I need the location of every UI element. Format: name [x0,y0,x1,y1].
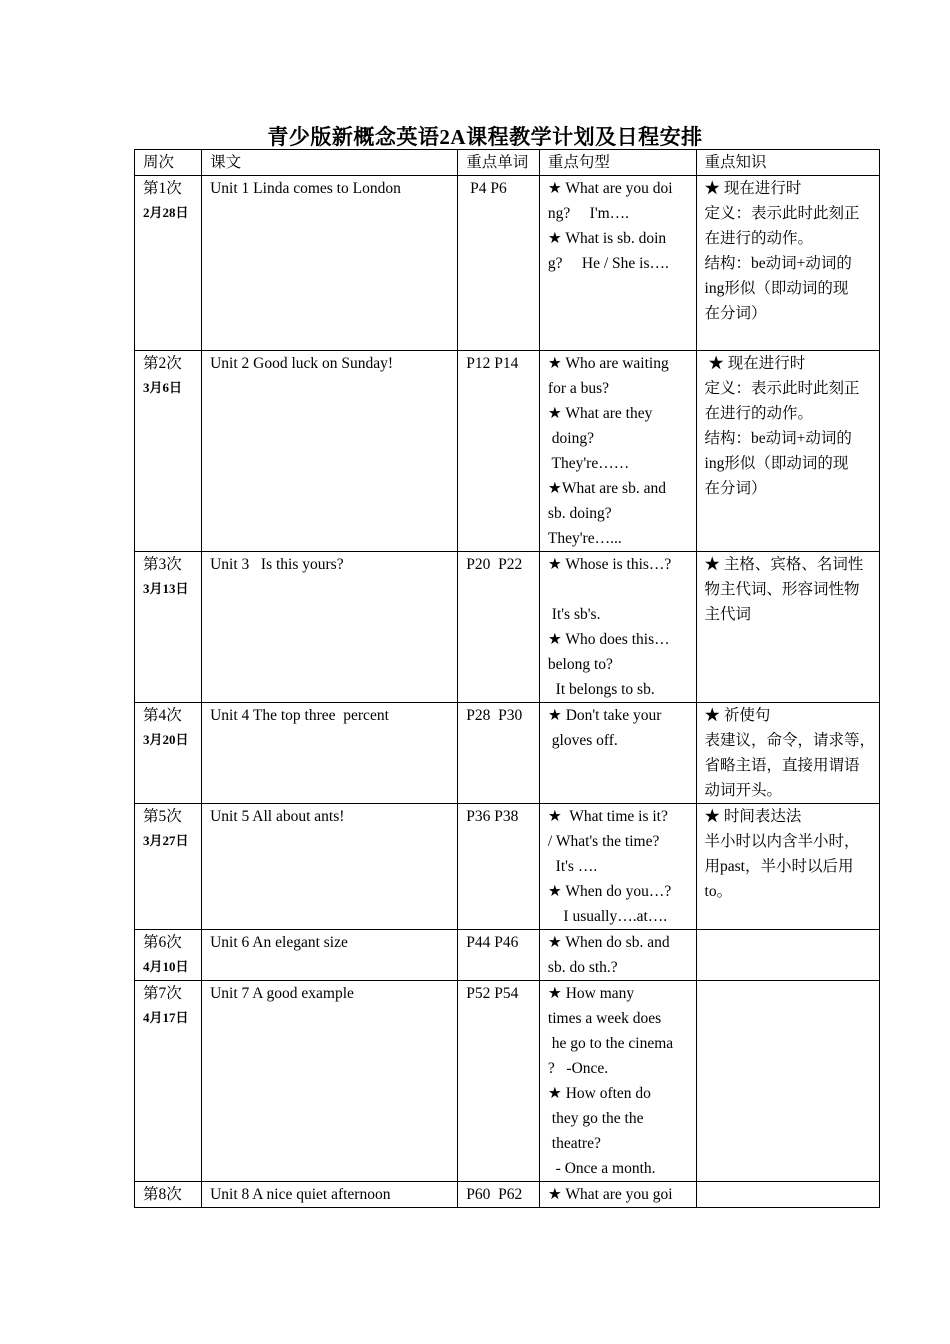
pattern-line: ★ Don't take your [547,707,662,724]
knowledge-line: ★ 现在进行时 [704,180,802,197]
date-label: 4月10日 [143,959,189,974]
pattern-line: g? He / She is…. [547,255,669,272]
words-cell [458,1182,540,1208]
pattern-line: ★ What time is it? [547,808,668,825]
pattern-line: ★ When do you…? [547,883,672,900]
lesson-title: Unit 8 A nice quiet afternoon [210,1186,391,1203]
words-cell [458,930,540,981]
week-label: 第4次 [143,707,182,724]
knowledge-line: 定义：表示此时此刻正 [704,380,860,397]
pattern-line: gloves off. [547,732,618,749]
week-label: 第1次 [143,180,182,197]
knowledge-line: 在分词） [704,305,767,322]
word-pages: P52 P54 [466,985,519,1002]
word-pages: P4 P6 [466,180,507,197]
pattern-line: They're…… [547,455,630,472]
table-row [135,552,880,703]
week-cell [135,552,202,703]
knowledge-line: 用past，半小时以后用 [704,858,854,875]
lesson-title: Unit 1 Linda comes to London [210,180,401,197]
pattern-line: he go to the cinema [547,1035,674,1052]
knowledge-line: ing形似（即动词的现 [704,455,849,472]
knowledge-cell [696,176,879,351]
table-row [135,351,880,552]
knowledge-line: 在分词） [704,480,767,497]
patterns-cell [539,552,696,703]
week-cell [135,703,202,804]
lesson-title: Unit 7 A good example [210,985,354,1002]
words-cell [458,351,540,552]
lesson-title: Unit 2 Good luck on Sunday! [210,355,394,372]
words-cell [458,703,540,804]
pattern-line: It's …. [547,858,598,875]
words-cell [458,804,540,930]
knowledge-line: ★ 时间表达法 [704,808,802,825]
knowledge-line: ★ 主格、宾格、名词性 [704,556,864,573]
pattern-line: ★What are sb. and [547,480,666,497]
pattern-line: - Once a month. [547,1160,656,1177]
week-label: 第7次 [143,985,182,1002]
lesson-cell [202,176,458,351]
patterns-cell [539,930,696,981]
lesson-cell [202,804,458,930]
patterns-cell [539,804,696,930]
word-pages: P60 P62 [466,1186,523,1203]
pattern-line: They're…... [547,530,622,547]
lesson-cell [202,1182,458,1208]
word-pages: P20 P22 [466,556,523,573]
words-cell [458,552,540,703]
knowledge-line: 结构：be动词+动词的 [704,255,852,272]
pattern-line: theatre? [547,1135,601,1152]
knowledge-cell [696,930,879,981]
knowledge-line: ing形似（即动词的现 [704,280,849,297]
table-row [135,1182,880,1208]
pattern-line: It's sb's. [547,606,601,623]
words-cell [458,981,540,1182]
patterns-cell [539,351,696,552]
pattern-line: ★ Whose is this…? [547,556,672,573]
knowledge-line: to。 [704,883,733,900]
patterns-cell [539,176,696,351]
words-cell [458,176,540,351]
table-row [135,176,880,351]
knowledge-cell [696,552,879,703]
knowledge-line: 定义：表示此时此刻正 [704,205,860,222]
week-label: 第3次 [143,556,182,573]
knowledge-cell [696,703,879,804]
pattern-line: ng? I'm…. [547,205,630,222]
pattern-line: ★ What is sb. doin [547,230,667,247]
header-patterns: 重点句型 [539,150,696,176]
document-title: 青少版新概念英语2A课程教学计划及日程安排 [267,125,703,149]
lesson-title: Unit 3 Is this yours? [210,556,344,573]
knowledge-cell [696,981,879,1182]
pattern-line: sb. doing? [547,505,612,522]
header-knowledge: 重点知识 [696,150,879,176]
date-label: 3月27日 [143,833,189,848]
week-cell [135,930,202,981]
pattern-line: It belongs to sb. [547,681,655,698]
knowledge-cell [696,804,879,930]
lesson-cell [202,703,458,804]
knowledge-line: 主代词 [704,606,752,623]
pattern-line: belong to? [547,656,613,673]
week-label: 第2次 [143,355,182,372]
lesson-title: Unit 5 All about ants! [210,808,345,825]
knowledge-line: 省略主语，直接用谓语 [704,757,860,774]
knowledge-cell [696,351,879,552]
lesson-cell [202,552,458,703]
pattern-line: for a bus? [547,380,610,397]
lesson-cell [202,981,458,1182]
lesson-cell [202,351,458,552]
week-cell [135,351,202,552]
week-cell [135,1182,202,1208]
patterns-cell [539,703,696,804]
lesson-title: Unit 6 An elegant size [210,934,348,951]
knowledge-line: 半小时以内含半小时， [704,833,860,850]
header-week: 周次 [135,150,202,176]
pattern-line: ★ How often do [547,1085,651,1102]
table-row [135,703,880,804]
pattern-line: sb. do sth.? [547,959,618,976]
knowledge-line: 表建议，命令，请求等， [704,732,876,749]
patterns-cell [539,1182,696,1208]
date-label: 2月28日 [143,205,189,220]
pattern-line: ★ How many [547,985,635,1002]
knowledge-line: ★ 现在进行时 [704,355,806,372]
date-label: 3月20日 [143,732,189,747]
week-cell [135,804,202,930]
week-label: 第6次 [143,934,182,951]
knowledge-line: 结构：be动词+动词的 [704,430,852,447]
date-label: 3月13日 [143,581,189,596]
pattern-line: ★ Who does this… [547,631,670,648]
pattern-line: ★ What are you goi [547,1186,673,1203]
pattern-line: doing? [547,430,594,447]
word-pages: P28 P30 [466,707,523,724]
header-lesson: 课文 [202,150,458,176]
word-pages: P44 P46 [466,934,519,951]
knowledge-cell [696,1182,879,1208]
pattern-line: I usually….at…. [547,908,668,925]
knowledge-line: 物主代词、形容词性物 [704,581,860,598]
date-label: 4月17日 [143,1010,189,1025]
pattern-line: / What's the time? [547,833,660,850]
pattern-line: ★ When do sb. and [547,934,670,951]
lesson-title: Unit 4 The top three percent [210,707,389,724]
table-row [135,981,880,1182]
pattern-line: ★ What are they [547,405,653,422]
knowledge-line: ★ 祈使句 [704,707,771,724]
word-pages: P12 P14 [466,355,519,372]
lesson-cell [202,930,458,981]
pattern-line [548,577,690,602]
week-label: 第5次 [143,808,182,825]
table-row [135,804,880,930]
schedule-table [134,149,880,1208]
knowledge-line: 在进行的动作。 [704,230,814,247]
knowledge-line: 在进行的动作。 [704,405,814,422]
pattern-line: ? -Once. [547,1060,609,1077]
header-words: 重点单词 [458,150,540,176]
week-cell [135,176,202,351]
pattern-line: they go the the [547,1110,644,1127]
week-cell [135,981,202,1182]
pattern-line: times a week does [547,1010,662,1027]
pattern-line: ★ What are you doi [547,180,673,197]
pattern-line: ★ Who are waiting [547,355,669,372]
knowledge-line: 动词开头。 [704,782,783,799]
word-pages: P36 P38 [466,808,519,825]
header-row [135,150,880,176]
date-label: 3月6日 [143,380,183,395]
patterns-cell [539,981,696,1182]
week-label: 第8次 [143,1186,182,1203]
table-row [135,930,880,981]
